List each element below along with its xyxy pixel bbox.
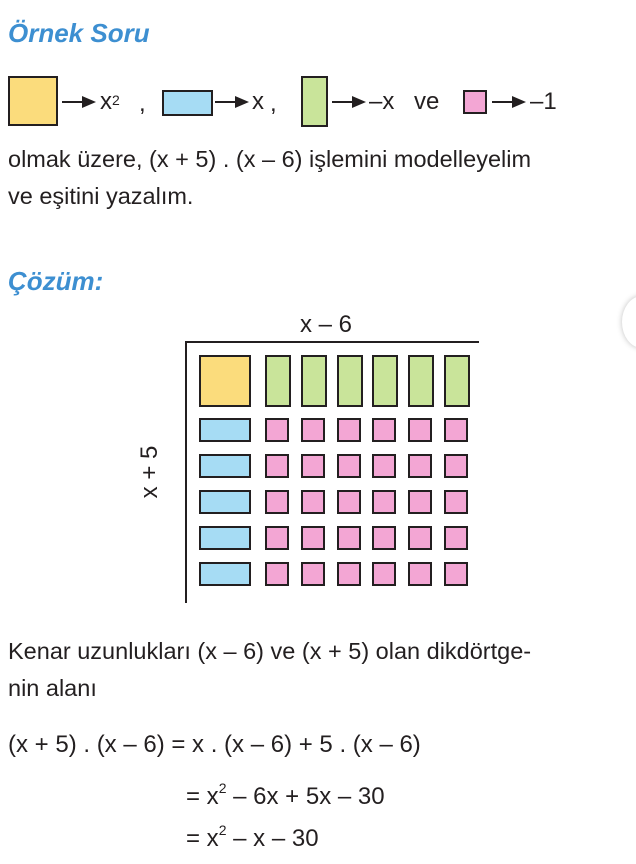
x-tile bbox=[199, 454, 251, 478]
negative-one-tile bbox=[372, 526, 396, 550]
solution-heading: Çözüm: bbox=[8, 266, 104, 296]
connector-word: ve bbox=[414, 88, 440, 115]
equation-line-3: = $x^2$ – x – 30 bbox=[186, 822, 319, 852]
x-tile bbox=[162, 90, 213, 116]
negative-one-tile bbox=[265, 418, 289, 442]
tile-legend bbox=[8, 76, 628, 128]
negative-one-tile bbox=[265, 490, 289, 514]
negative-one-tile bbox=[372, 418, 396, 442]
x-label: x bbox=[252, 88, 264, 115]
arrow-icon bbox=[492, 95, 526, 109]
negative-one-tile bbox=[337, 562, 361, 586]
negative-one-tile bbox=[337, 490, 361, 514]
question-line-2: ve eşitini yazalım. bbox=[8, 183, 194, 209]
negative-one-tile bbox=[301, 418, 325, 442]
negative-one-tile bbox=[444, 454, 468, 478]
negative-one-tile bbox=[444, 562, 468, 586]
model-left-axis bbox=[185, 341, 187, 603]
negative-one-tile bbox=[337, 526, 361, 550]
comma: , bbox=[139, 90, 146, 117]
negative-one-tile bbox=[337, 454, 361, 478]
arrow-icon bbox=[332, 95, 366, 109]
negative-one-tile bbox=[408, 418, 432, 442]
negative-x-tile bbox=[408, 355, 434, 407]
negative-x-tile bbox=[337, 355, 363, 407]
negative-x-tile bbox=[265, 355, 291, 407]
comma: , bbox=[270, 90, 277, 117]
negative-one-tile bbox=[301, 454, 325, 478]
equation-line-1: (x + 5) . (x – 6) = x . (x – 6) + 5 . (x – 6) bbox=[8, 731, 421, 758]
negative-one-tile bbox=[444, 418, 468, 442]
negative-one-tile bbox=[408, 562, 432, 586]
negative-x-tile bbox=[301, 76, 328, 127]
x-tile bbox=[199, 562, 251, 586]
negative-one-tile bbox=[301, 490, 325, 514]
negative-one-tile bbox=[301, 562, 325, 586]
explanation-line-1: Kenar uzunlukları (x – 6) ve (x + 5) olan dikdörtge- bbox=[8, 638, 532, 664]
negative-one-tile bbox=[265, 562, 289, 586]
negative-x-tile bbox=[444, 355, 470, 407]
equation-line-2: = $x^2 - 6x + 5x - 30$ bbox=[186, 780, 385, 810]
negative-one-tile bbox=[265, 526, 289, 550]
negative-one-tile bbox=[444, 526, 468, 550]
question-line-1: olmak üzere, (x + 5) . (x – 6) işlemini modelleyelim bbox=[8, 146, 532, 172]
model-top-label: x – 6 bbox=[300, 311, 353, 338]
negative-one-tile bbox=[463, 90, 487, 114]
model-left-label: x + 5 bbox=[136, 445, 163, 499]
negative-one-tile bbox=[408, 526, 432, 550]
negative-one-tile bbox=[265, 454, 289, 478]
x-tile bbox=[199, 490, 251, 514]
x-squared-label: $x^2$ bbox=[100, 88, 120, 115]
negative-one-tile bbox=[444, 490, 468, 514]
model-top-axis bbox=[185, 341, 479, 343]
x-tile bbox=[199, 526, 251, 550]
negative-one-tile bbox=[372, 454, 396, 478]
page-edge-tab bbox=[622, 296, 636, 348]
x-squared-tile bbox=[199, 355, 251, 407]
x-squared-tile bbox=[8, 76, 58, 126]
negative-x-tile bbox=[372, 355, 398, 407]
negative-x-label: –x bbox=[369, 88, 395, 115]
negative-one-tile bbox=[372, 562, 396, 586]
negative-one-tile bbox=[408, 454, 432, 478]
negative-one-label: –1 bbox=[530, 88, 557, 115]
explanation-line-2: nin alanı bbox=[8, 675, 97, 701]
x-tile bbox=[199, 418, 251, 442]
arrow-icon bbox=[62, 95, 96, 109]
negative-one-tile bbox=[408, 490, 432, 514]
arrow-icon bbox=[215, 95, 249, 109]
example-heading: Örnek Soru bbox=[8, 18, 150, 48]
negative-one-tile bbox=[372, 490, 396, 514]
negative-x-tile bbox=[301, 355, 327, 407]
negative-one-tile bbox=[301, 526, 325, 550]
negative-one-tile bbox=[337, 418, 361, 442]
